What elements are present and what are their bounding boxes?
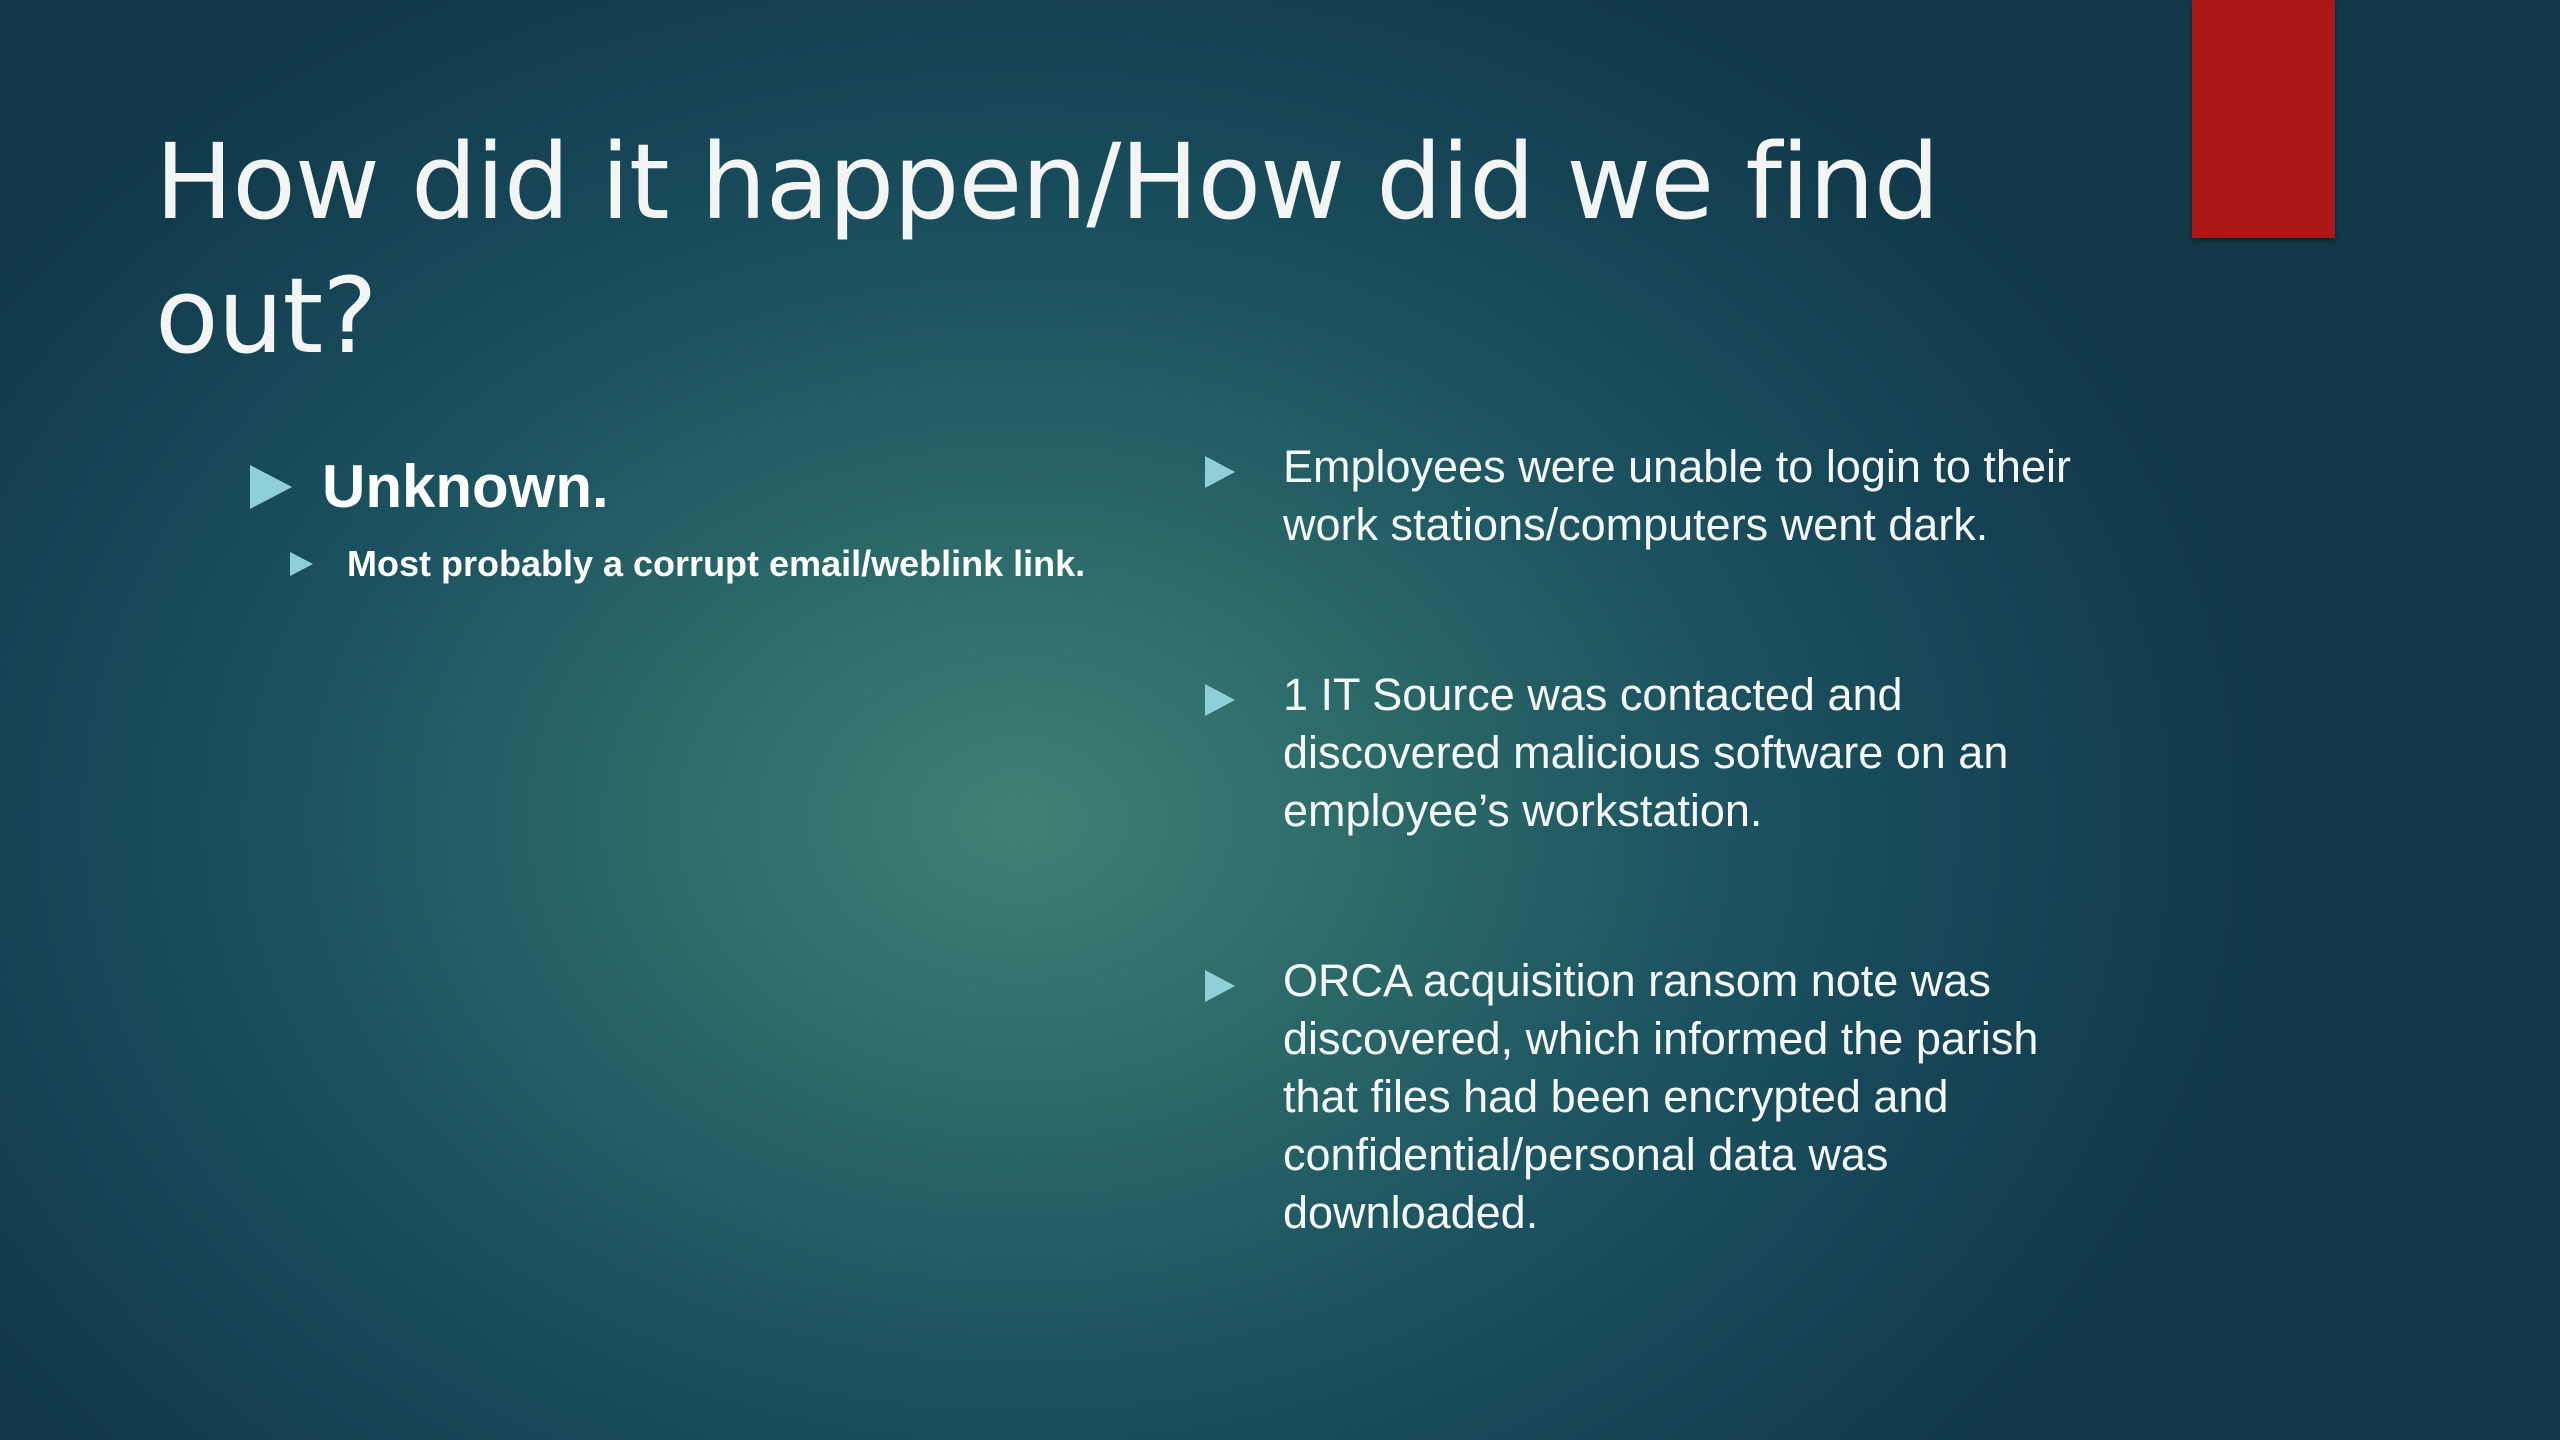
bullet-item-ransom-note [1205, 952, 2095, 1242]
bullet-arrow-icon [250, 465, 292, 509]
bullet-item-login [1205, 438, 2095, 554]
sub-bullet-item [290, 535, 1150, 593]
bullet-arrow-icon [1205, 970, 1235, 1002]
bullet-text: 1 IT Source was contacted and discovered malicious software on an employee’s workstation. [1283, 669, 2009, 836]
left-content-column [250, 445, 1150, 593]
slide-title: How did it happen/How did we find out? [155, 121, 1939, 377]
bullet-arrow-icon [1205, 684, 1235, 716]
bullet-item-unknown [250, 445, 1150, 529]
bullet-arrow-icon [1205, 456, 1235, 488]
sub-bullet-text: Most probably a corrupt email/weblink link. [347, 543, 1086, 584]
accent-bar [2192, 0, 2335, 238]
bullet-text: Employees were unable to login to their work stations/computers went dark. [1283, 441, 2071, 550]
bullet-heading: Unknown. [322, 453, 609, 520]
bullet-item-it-source [1205, 666, 2095, 840]
right-content-column [1205, 438, 2095, 1354]
bullet-text: ORCA acquisition ransom note was discovered, which informed the parish that files had been encrypted and confidential/personal data was downloaded. [1283, 955, 2039, 1238]
sub-bullet-arrow-icon [290, 552, 313, 576]
